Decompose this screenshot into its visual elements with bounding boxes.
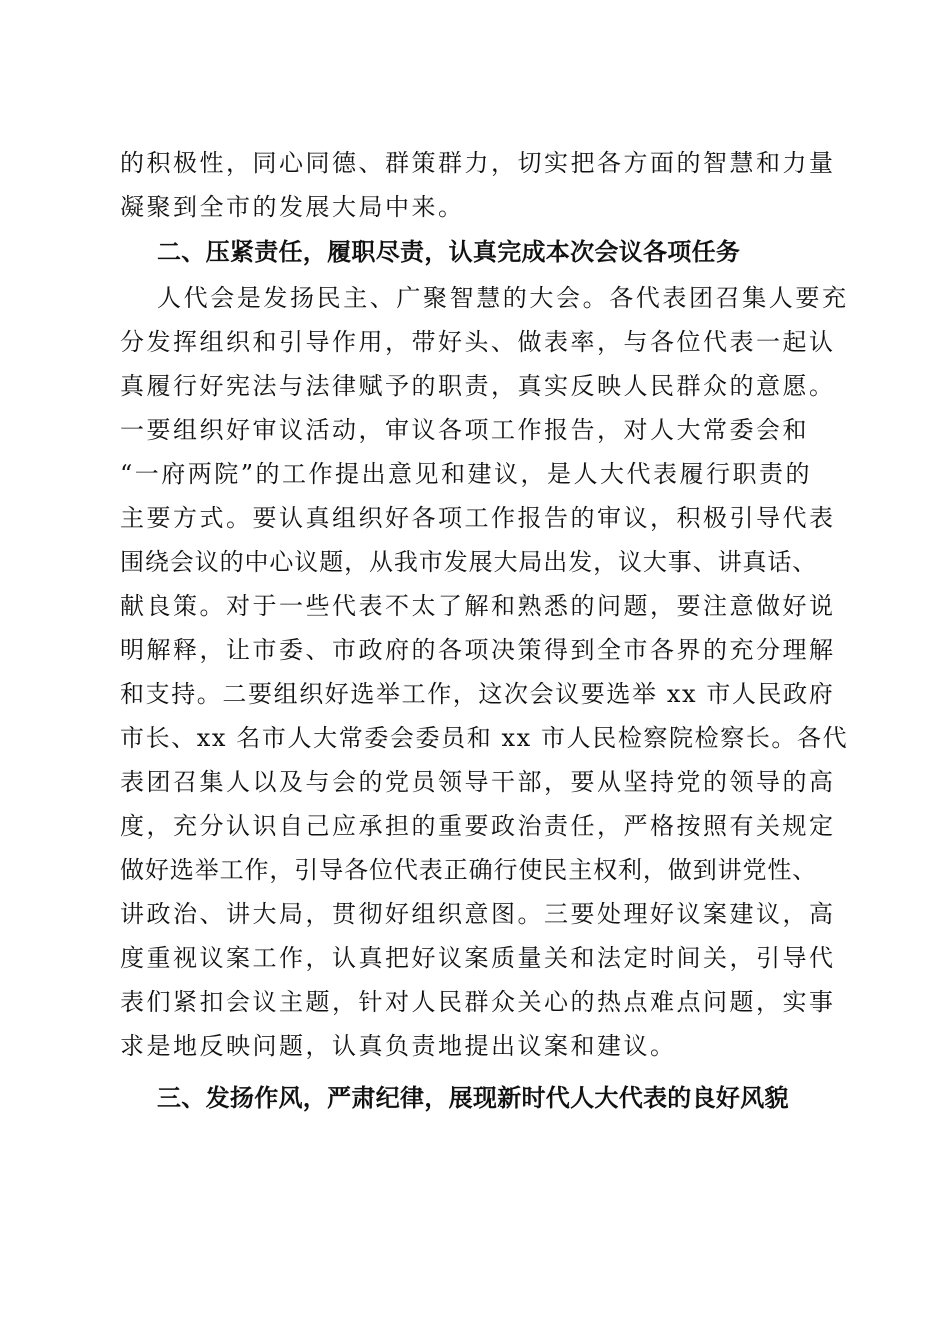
paragraph-line: 围绕会议的中心议题，从我市发展大局出发，议大事、讲真话、 xyxy=(120,548,818,576)
paragraph-line: 分发挥组织和引导作用，带好头、做表率，与各位代表一起认 xyxy=(120,328,836,356)
paragraph-line: 献良策。对于一些代表不太了解和熟悉的问题，要注意做好说 xyxy=(120,592,836,620)
paragraph-line: 和支持。二要组织好选举工作，这次会议要选举 xx 市人民政府 xyxy=(120,680,835,708)
paragraph-line: 一要组织好审议活动，审议各项工作报告，对人大常委会和 xyxy=(120,416,809,444)
paragraph-line: 求是地反映问题，认真负责地提出议案和建议。 xyxy=(120,1032,677,1060)
paragraph-line: 讲政治、讲大局，贯彻好组织意图。三要处理好议案建议，高 xyxy=(120,900,836,928)
paragraph-line: 人代会是发扬民主、广聚智慧的大会。各代表团召集人要充 xyxy=(157,284,849,312)
paragraph-line: 表团召集人以及与会的党员领导干部，要从坚持党的领导的高 xyxy=(120,768,836,796)
paragraph-line: 主要方式。要认真组织好各项工作报告的审议，积极引导代表 xyxy=(120,504,836,532)
paragraph-line: 度，充分认识自己应承担的重要政治责任，严格按照有关规定 xyxy=(120,812,836,840)
section-heading-2: 二、压紧责任，履职尽责，认真完成本次会议各项任务 xyxy=(157,238,741,266)
paragraph-line: 凝聚到全市的发展大局中来。 xyxy=(120,193,465,221)
paragraph-line: 真履行好宪法与法律赋予的职责，真实反映人民群众的意愿。 xyxy=(120,372,836,400)
paragraph-line: 表们紧扣会议主题，针对人民群众关心的热点难点问题，实事 xyxy=(120,988,836,1016)
paragraph-line: 做好选举工作，引导各位代表正确行使民主权利，做到讲党性、 xyxy=(120,856,818,884)
paragraph-line: 明解释，让市委、市政府的各项决策得到全市各界的充分理解 xyxy=(120,636,836,664)
paragraph-line: 的积极性，同心同德、群策群力，切实把各方面的智慧和力量 xyxy=(120,149,836,177)
paragraph-line: 度重视议案工作，认真把好议案质量关和法定时间关，引导代 xyxy=(120,944,836,972)
section-heading-3: 三、发扬作风，严肃纪律，展现新时代人大代表的良好风貌 xyxy=(157,1084,789,1112)
paragraph-line: 市长、xx 名市人大常委会委员和 xx 市人民检察院检察长。各代 xyxy=(120,724,849,752)
paragraph-line: “一府两院”的工作提出意见和建议，是人大代表履行职责的 xyxy=(120,460,813,488)
